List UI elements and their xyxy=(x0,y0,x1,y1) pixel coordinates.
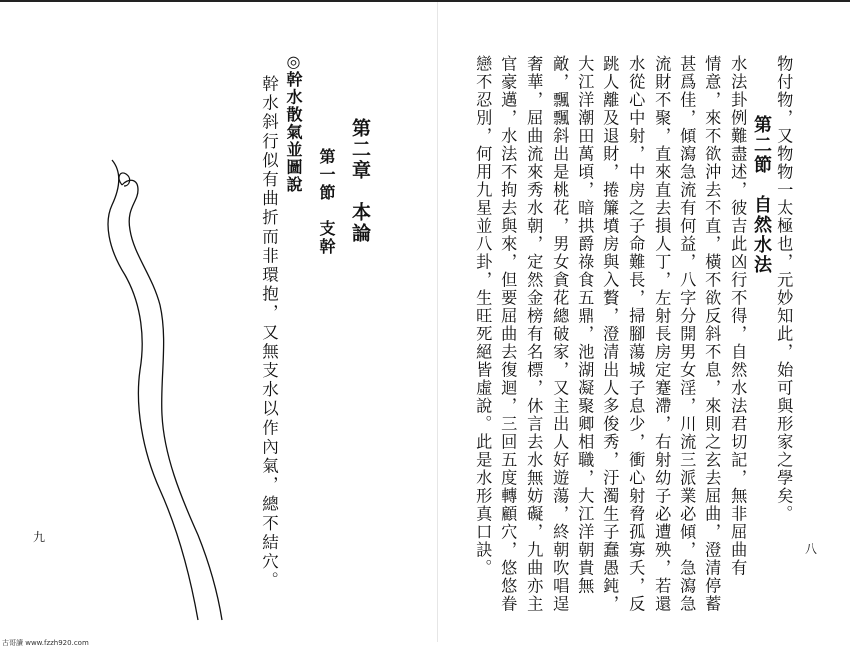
trunk-water-diagram xyxy=(90,150,240,630)
right-page-line-6: 流財不聚，直來直去損人丁，左射長房定蹇滯，右射幼子必遭殃，若還 xyxy=(652,55,672,613)
page-gutter xyxy=(437,2,438,642)
right-page-line-1: 物付物，又物物一太極也，元妙知此，始可與形家之學矣。 xyxy=(774,55,794,523)
right-page-line-13: 戀不忍別，何用九星並八卦，生旺死絕皆虛說。此是水形真口訣。 xyxy=(473,55,493,577)
right-page-number: 八 xyxy=(805,542,818,556)
right-page-line-7: 水從心中射，中房之子命難長，掃腳蕩城子息少，衝心射脅孤寡夭，反 xyxy=(626,55,646,613)
stream-bank-left xyxy=(108,160,198,620)
right-page-line-10: 敵，飄飄斜出是桃花，男女貪花總破家，又主出人好遊蕩，終朝吹唱逞 xyxy=(550,55,570,613)
right-page-line-4: 情意，來不欲沖去不直，橫不欲反斜不息，來則之玄去屈曲，澄清停蓄 xyxy=(702,55,722,613)
top-border-rule xyxy=(0,0,850,2)
footer-watermark: 古哥讀 www.fzzh920.com xyxy=(2,639,89,647)
stream-head-curl xyxy=(119,173,130,186)
right-page-line-12: 官豪邁，水法不拘去與來，但要屈曲去復迴，三回五度轉顧穴，悠悠眷 xyxy=(498,55,518,613)
right-page-line-9: 大江洋潮田萬頃，暗拱爵祿食五鼎，池湖凝聚卿相職，大江洋朝貴無 xyxy=(575,55,595,595)
right-page-line-8: 跳人離及退財，捲簾墳房與入贅，澄清出人多俊秀，汙濁生子蠢愚鈍， xyxy=(600,55,620,613)
left-page-number: 九 xyxy=(33,530,46,544)
left-page-body-line: 幹水斜行似有曲折而非環抱，又無支水以作內氣，總不結穴。 xyxy=(259,75,279,591)
diagram-title xyxy=(285,52,301,194)
right-page-line-5: 甚爲佳，傾瀉急流有何益，八字分開男女淫，川流三派業必傾，急瀉急 xyxy=(677,55,697,613)
chapter-heading: 第二章 本論 xyxy=(349,118,371,244)
right-page-line-11: 奢華，屈曲流來秀水朝，定然金榜有名標，休言去水無妨礙，九曲亦主 xyxy=(524,55,544,613)
stream-bank-right xyxy=(122,180,222,620)
section-heading-branch-trunk: 第一節 支幹 xyxy=(317,148,336,256)
section-heading-natural-water: 第二節 自然水法 xyxy=(751,115,772,275)
right-page-line-3: 水法卦例難盡述，彼吉此凶行不得，自然水法君切記，無非屈曲有 xyxy=(728,55,748,577)
bullet-circle-icon: ◎ xyxy=(284,52,303,71)
diagram-title-text: 幹水散氣並圖說 xyxy=(284,71,303,194)
